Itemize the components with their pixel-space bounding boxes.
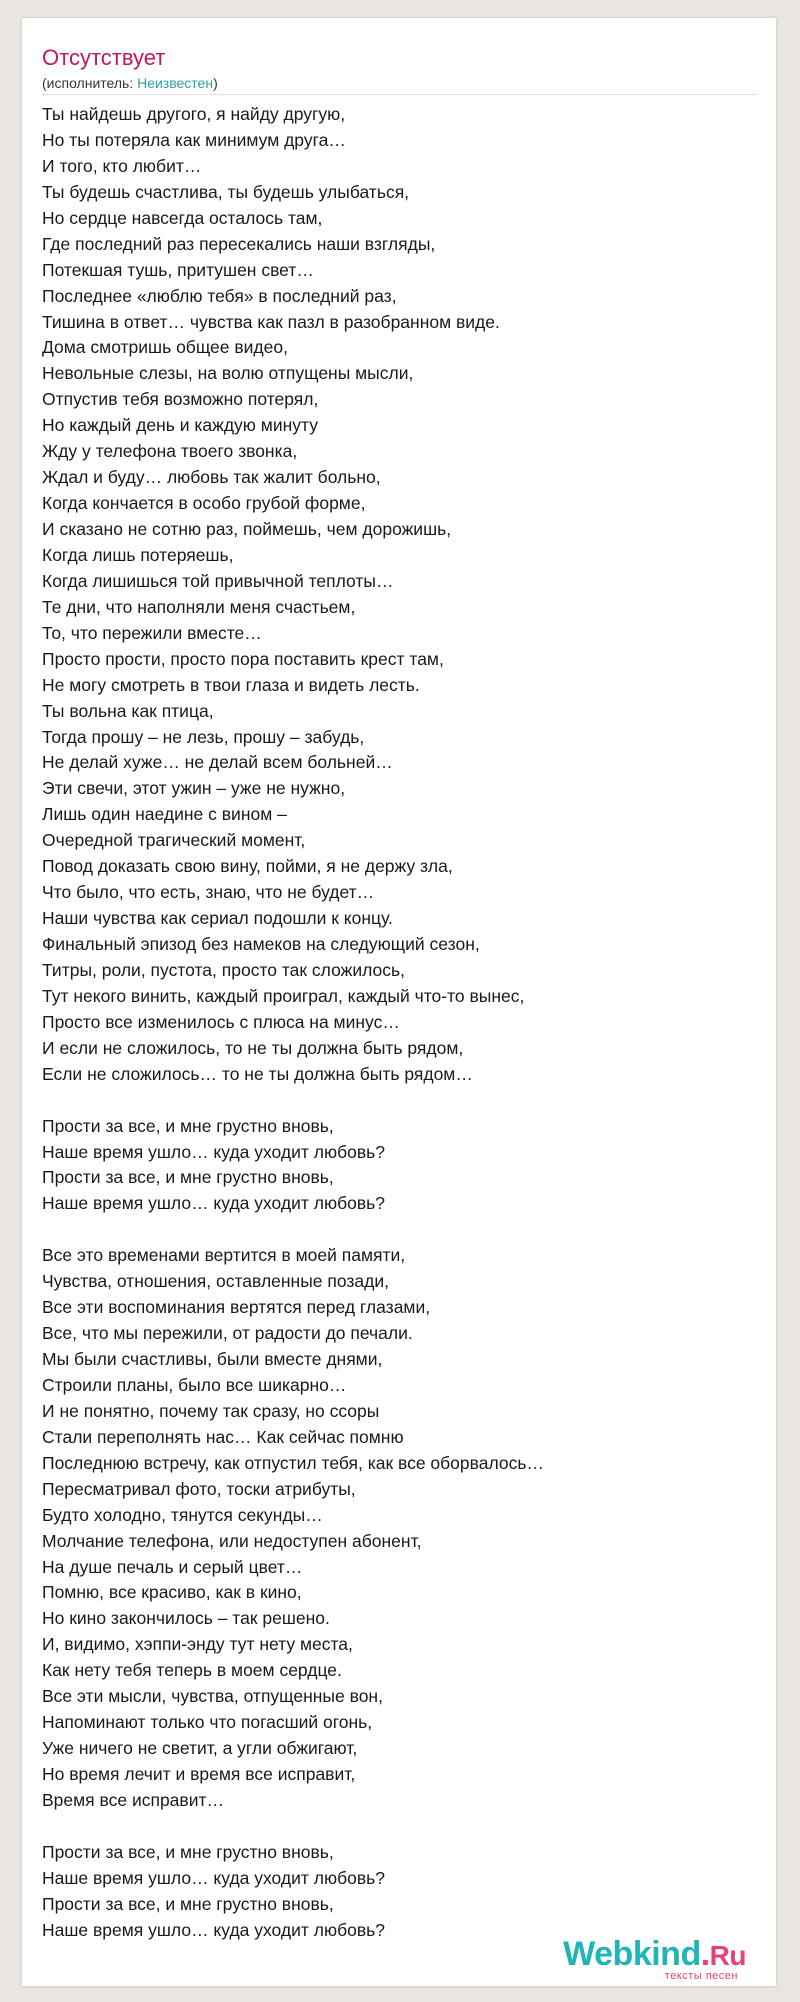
lyric-line: Просто прости, просто пора поставить крест там,: [42, 648, 444, 669]
lyric-line: Очередной трагический момент,: [42, 830, 306, 851]
lyric-line: Прости за все, и мне грустно вновь,: [42, 1893, 334, 1914]
artist-suffix: ): [213, 75, 218, 91]
stanza-break: [42, 1217, 762, 1243]
lyric-line: Невольные слезы, на волю отпущены мысли,: [42, 363, 414, 384]
logo-wordmark: [563, 1936, 746, 1974]
lyric-line: Потекшая тушь, притушен свет…: [42, 259, 314, 280]
lyric-line: Когда кончается в особо грубой форме,: [42, 493, 366, 514]
lyric-line: Повод доказать свою вину, пойми, я не держу зла,: [42, 856, 453, 877]
site-logo[interactable]: [563, 1936, 746, 1982]
lyric-line: Наше время ушло… куда уходит любовь?: [42, 1867, 386, 1888]
artist-link[interactable]: Неизвестен: [137, 75, 214, 91]
lyric-line: Ты вольна как птица,: [42, 700, 214, 721]
lyric-line: Где последний раз пересекались наши взгляды,: [42, 233, 436, 254]
lyric-line: Пересматривал фото, тоски атрибуты,: [42, 1478, 356, 1499]
lyric-line: Последнее «люблю тебя» в последний раз,: [42, 285, 397, 306]
lyric-line: Тишина в ответ… чувства как пазл в разобранном виде.: [42, 311, 500, 332]
lyric-line: Не могу смотреть в твои глаза и видеть лесть.: [42, 674, 420, 695]
lyric-line: Но сердце навсегда осталось там,: [42, 207, 323, 228]
lyric-line: Но время лечит и время все исправит,: [42, 1764, 356, 1784]
logo-web: Webkind: [563, 1935, 701, 1973]
title-divider: [42, 94, 756, 95]
lyric-line: Но каждый день и каждую минуту: [42, 415, 318, 436]
lyric-line: Наши чувства как сериал подошли к концу.: [42, 908, 393, 929]
logo-ru: Ru: [709, 1940, 746, 1971]
lyric-line: Будто холодно, тянутся секунды…: [42, 1504, 323, 1525]
lyric-line: Стали переполнять нас… Как сейчас помню: [42, 1426, 404, 1447]
lyric-line: Но ты потеряла как минимум друга…: [42, 129, 346, 150]
lyric-line: Тут некого винить, каждый проиграл, каждый что-то вынес,: [42, 985, 525, 1006]
lyric-line: Время все исправит…: [42, 1789, 225, 1810]
lyric-line: Те дни, что наполняли меня счастьем,: [42, 596, 356, 617]
lyric-line: Лишь один наедине с вином –: [42, 804, 287, 825]
logo-tagline: тексты песен: [664, 1970, 738, 1982]
lyric-line: Прости за все, и мне грустно вновь,: [42, 1167, 334, 1188]
lyric-line: Когда лишь потеряешь,: [42, 544, 234, 565]
lyric-line: Титры, роли, пустота, просто так сложилось,: [42, 959, 405, 980]
song-title: Отсутствует: [42, 45, 166, 70]
lyrics-card: [22, 18, 776, 1986]
lyric-line: Тогда прошу – не лезь, прошу – забудь,: [42, 726, 365, 747]
lyric-line: Все, что мы пережили, от радости до печали.: [42, 1323, 413, 1344]
lyric-line: То, что пережили вместе…: [42, 622, 262, 643]
lyric-line: Но кино закончилось – так решено.: [42, 1608, 330, 1629]
lyric-line: Просто все изменилось с плюса на минус…: [42, 1011, 400, 1032]
lyric-line: Помню, все красиво, как в кино,: [42, 1582, 302, 1603]
lyric-line: Все эти мысли, чувства, отпущенные вон,: [42, 1686, 383, 1707]
lyric-line: Уже ничего не светит, а угли обжигают,: [42, 1738, 358, 1759]
lyric-line: Молчание телефона, или недоступен абонент,: [42, 1530, 422, 1551]
lyric-line: Как нету тебя теперь в моем сердце.: [42, 1660, 342, 1681]
artist-line: [42, 74, 218, 92]
stanza-break: [42, 1814, 762, 1840]
lyric-line: Прости за все, и мне грустно вновь,: [42, 1115, 334, 1136]
lyric-line: Когда лишишься той привычной теплоты…: [42, 570, 394, 591]
lyric-line: Финальный эпизод без намеков на следующий сезон,: [42, 934, 480, 954]
lyric-line: И сказано не сотню раз, поймешь, чем дорожишь,: [42, 519, 452, 539]
lyric-line: На душе печаль и серый цвет…: [42, 1556, 303, 1577]
lyric-line: Ты найдешь другого, я найду другую,: [42, 104, 346, 124]
lyric-line: Все эти воспоминания вертятся перед глазами,: [42, 1297, 431, 1318]
lyric-line: Все это временами вертится в моей памяти,: [42, 1245, 406, 1266]
lyric-line: Чувства, отношения, оставленные позади,: [42, 1271, 390, 1292]
artist-prefix: (исполнитель:: [42, 75, 138, 91]
lyric-line: Последнюю встречу, как отпустил тебя, как все оборвалось…: [42, 1452, 544, 1473]
lyric-line: Отпустив тебя возможно потерял,: [42, 389, 319, 410]
lyric-line: Ждал и буду… любовь так жалит больно,: [42, 467, 381, 488]
lyric-line: Эти свечи, этот ужин – уже не нужно,: [42, 778, 346, 799]
lyric-line: Прости за все, и мне грустно вновь,: [42, 1841, 334, 1862]
lyric-line: Мы были счастливы, были вместе днями,: [42, 1349, 383, 1369]
lyrics-text: [42, 102, 762, 1944]
lyric-line: Наше время ушло… куда уходит любовь?: [42, 1193, 386, 1214]
lyric-line: Если не сложилось… то не ты должна быть рядом…: [42, 1063, 473, 1084]
lyric-line: Наше время ушло… куда уходит любовь?: [42, 1919, 386, 1940]
lyric-line: И того, кто любит…: [42, 155, 202, 176]
lyric-line: Наше время ушло… куда уходит любовь?: [42, 1141, 386, 1162]
lyric-line: Строили планы, было все шикарно…: [42, 1374, 347, 1395]
stanza-break: [42, 1088, 762, 1114]
lyric-line: И, видимо, хэппи-энду тут нету места,: [42, 1634, 353, 1655]
logo-dot: .: [700, 1935, 710, 1973]
lyric-line: Жду у телефона твоего звонка,: [42, 441, 298, 462]
lyric-line: Напоминают только что погасший огонь,: [42, 1712, 373, 1733]
lyric-line: Что было, что есть, знаю, что не будет…: [42, 882, 375, 903]
lyric-line: Дома смотришь общее видео,: [42, 337, 288, 358]
lyric-line: Не делай хуже… не делай всем больней…: [42, 752, 393, 773]
lyric-line: И если не сложилось, то не ты должна быть рядом,: [42, 1037, 464, 1058]
lyric-line: Ты будешь счастлива, ты будешь улыбаться,: [42, 181, 410, 202]
lyric-line: И не понятно, почему так сразу, но ссоры: [42, 1400, 380, 1421]
